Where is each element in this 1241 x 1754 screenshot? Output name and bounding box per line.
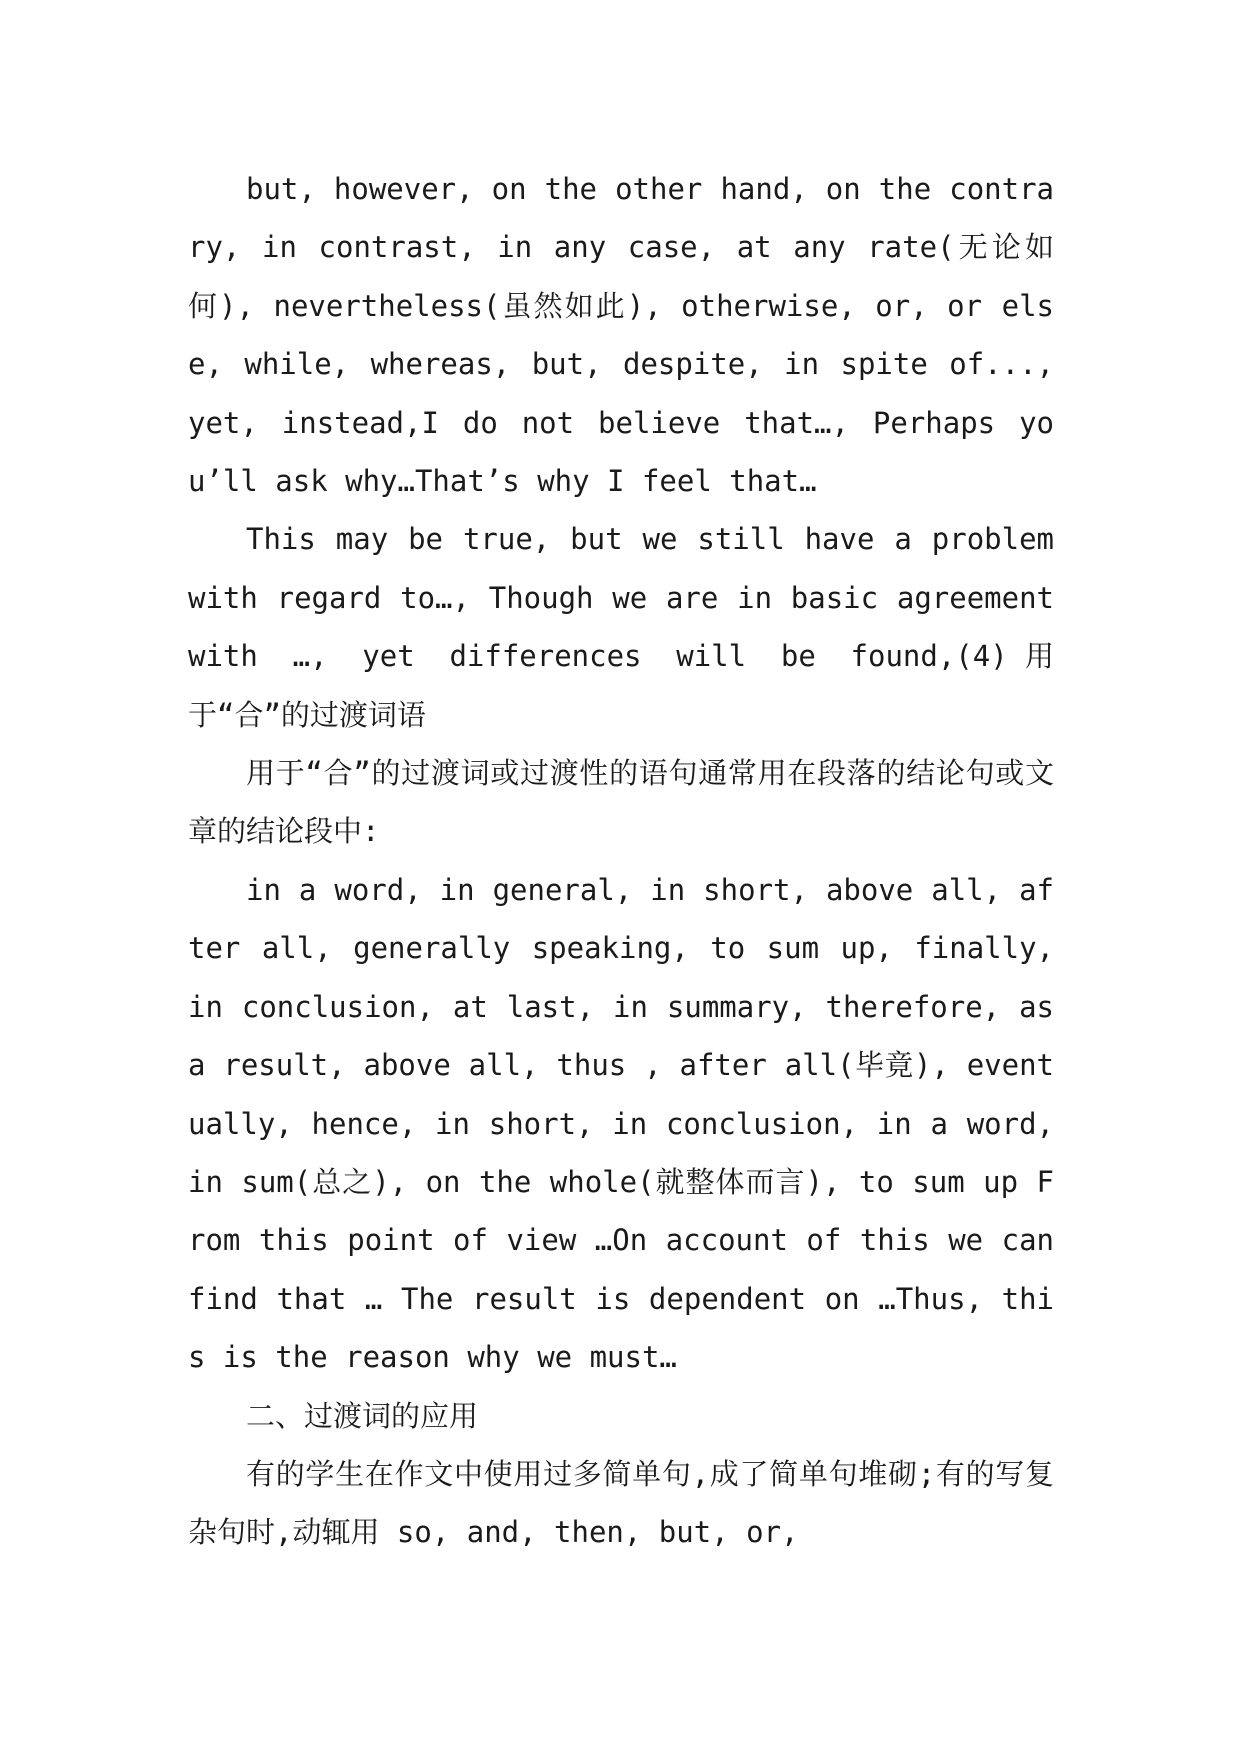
document-body — [188, 160, 1054, 1562]
paragraph-application: 有的学生在作文中使用过多简单句,成了简单句堆砌;有的写复杂句时,动辄用 so, and, then, but, or, — [188, 1456, 1054, 1550]
paragraph-conclusion-transitions: in a word, in general, in short, above all, after all, generally speaking, to sum up, finally, in conclusion, at last, in summary, therefore, as a result, above all, thus , after all(毕竟), eventually, hence, in short, in conclusion, in a word, in sum(总之), on the whole(就整体而言), to sum up From this point of view …On account of this we can find that … The result is dependent on …Thus, this is the reason why we must… — [188, 872, 1054, 1375]
paragraph-contrast-transitions: but, however, on the other hand, on the contrary, in contrast, in any case, at any rate(无论如何), nevertheless(虽然如此), otherwise, or, or else, while, whereas, but, despite, in spite of..., yet, instead,I do not believe that…, Perhaps you’ll ask why…That’s why I feel that… — [188, 172, 1054, 499]
section-heading: 二、过渡词的应用 — [246, 1398, 479, 1433]
paragraph-conclusion-intro: 用于“合”的过渡词或过渡性的语句通常用在段落的结论句或文章的结论段中: — [188, 756, 1054, 849]
paragraph-concession-examples: This may be true, but we still have a problem with regard to…, Though we are in basic agreement with …, yet differences will be found,(4)用于“合”的过渡词语 — [188, 522, 1054, 732]
